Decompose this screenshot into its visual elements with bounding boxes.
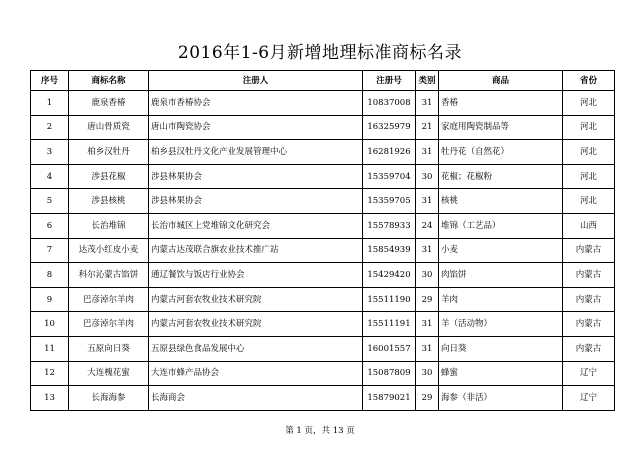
province-cell: 辽宁	[563, 361, 615, 386]
table-row	[31, 164, 615, 189]
class-cell: 31	[416, 238, 439, 263]
registrant-cell: 内蒙古河套农牧业技术研究院	[149, 312, 363, 337]
goods-cell: 羊肉	[439, 287, 563, 312]
row-index-cell: 9	[31, 287, 69, 312]
registrant-cell: 唐山市陶瓷协会	[149, 115, 363, 140]
trademark-name-cell: 大连槐花蜜	[69, 361, 149, 386]
page-footer: 第 1 页，共 13 页	[285, 426, 355, 436]
goods-cell: 核桃	[439, 189, 563, 214]
table-row	[31, 115, 615, 140]
province-cell: 山西	[563, 213, 615, 238]
goods-cell: 羊（活动物）	[439, 312, 563, 337]
trademark-name-cell: 长海海参	[69, 386, 149, 411]
province-cell: 内蒙古	[563, 287, 615, 312]
province-cell: 河北	[563, 164, 615, 189]
goods-cell: 海参（非活）	[439, 386, 563, 411]
reg-number-cell: 15578933	[363, 213, 416, 238]
reg-number-cell: 15511191	[363, 312, 416, 337]
reg-number-cell: 16281926	[363, 140, 416, 165]
row-index-cell: 13	[31, 386, 69, 411]
row-index-cell: 3	[31, 140, 69, 165]
reg-number-cell: 15429420	[363, 263, 416, 288]
row-index-cell: 2	[31, 115, 69, 140]
province-cell: 内蒙古	[563, 263, 615, 288]
page-title: 2016年1-6月新增地理标准商标名录	[177, 43, 463, 63]
goods-cell: 花椒；花椒粉	[439, 164, 563, 189]
table-row	[31, 287, 615, 312]
registrant-cell: 通辽餐饮与饭店行业协会	[149, 263, 363, 288]
province-cell: 河北	[563, 91, 615, 116]
province-cell: 内蒙古	[563, 312, 615, 337]
registrant-cell: 大连市蜂产品协会	[149, 361, 363, 386]
class-cell: 31	[416, 336, 439, 361]
row-index-cell: 11	[31, 336, 69, 361]
reg-number-cell: 16325979	[363, 115, 416, 140]
table-row	[31, 140, 615, 165]
trademark-name-cell: 巴彦淖尔羊肉	[69, 312, 149, 337]
goods-cell: 蜂蜜	[439, 361, 563, 386]
registrant-cell: 内蒙古河套农牧业技术研究院	[149, 287, 363, 312]
province-cell: 河北	[563, 189, 615, 214]
trademark-name-cell: 涉县花椒	[69, 164, 149, 189]
trademark-name-cell: 科尔沁蒙古馅饼	[69, 263, 149, 288]
row-index-cell: 5	[31, 189, 69, 214]
goods-cell: 香椿	[439, 91, 563, 116]
trademark-name-cell: 达茂小红皮小麦	[69, 238, 149, 263]
row-index-cell: 8	[31, 263, 69, 288]
table-header-row	[31, 71, 615, 91]
trademark-name-cell: 长治堆锦	[69, 213, 149, 238]
col-reg-number-header: 注册号	[363, 71, 416, 91]
trademark-name-cell: 唐山骨质瓷	[69, 115, 149, 140]
registrant-cell: 长治市城区上党堆锦文化研究会	[149, 213, 363, 238]
table-row	[31, 386, 615, 411]
class-cell: 29	[416, 386, 439, 411]
goods-cell: 堆锦（工艺品）	[439, 213, 563, 238]
province-cell: 内蒙古	[563, 238, 615, 263]
province-cell: 河北	[563, 115, 615, 140]
reg-number-cell: 15359704	[363, 164, 416, 189]
trademark-table	[30, 70, 615, 411]
trademark-name-cell: 涉县核桃	[69, 189, 149, 214]
reg-number-cell: 15854939	[363, 238, 416, 263]
class-cell: 31	[416, 140, 439, 165]
registrant-cell: 内蒙古达茂联合旗农业技术推广站	[149, 238, 363, 263]
class-cell: 30	[416, 263, 439, 288]
col-goods-header: 商品	[439, 71, 563, 91]
reg-number-cell: 15511190	[363, 287, 416, 312]
registrant-cell: 涉县林果协会	[149, 189, 363, 214]
goods-cell: 小麦	[439, 238, 563, 263]
row-index-cell: 4	[31, 164, 69, 189]
row-index-cell: 7	[31, 238, 69, 263]
goods-cell: 家庭用陶瓷制品等	[439, 115, 563, 140]
table-row	[31, 312, 615, 337]
table-body	[31, 91, 615, 411]
goods-cell: 向日葵	[439, 336, 563, 361]
class-cell: 24	[416, 213, 439, 238]
reg-number-cell: 15087809	[363, 361, 416, 386]
row-index-cell: 6	[31, 213, 69, 238]
trademark-name-cell: 巴彦淖尔羊肉	[69, 287, 149, 312]
trademark-name-cell: 鹿泉香椿	[69, 91, 149, 116]
col-class-header: 类别	[416, 71, 439, 91]
table-row	[31, 189, 615, 214]
province-cell: 辽宁	[563, 386, 615, 411]
registrant-cell: 柏乡县汉牡丹文化产业发展管理中心	[149, 140, 363, 165]
registrant-cell: 涉县林果协会	[149, 164, 363, 189]
registrant-cell: 五原县绿色食品发展中心	[149, 336, 363, 361]
trademark-name-cell: 柏乡汉牡丹	[69, 140, 149, 165]
class-cell: 21	[416, 115, 439, 140]
col-trademark-name-header: 商标名称	[69, 71, 149, 91]
goods-cell: 牡丹花（自然花）	[439, 140, 563, 165]
province-cell: 河北	[563, 140, 615, 165]
table-row	[31, 336, 615, 361]
class-cell: 31	[416, 91, 439, 116]
class-cell: 31	[416, 312, 439, 337]
table-row	[31, 213, 615, 238]
province-cell: 内蒙古	[563, 336, 615, 361]
col-index-header: 序号	[31, 71, 69, 91]
reg-number-cell: 15359705	[363, 189, 416, 214]
reg-number-cell: 16001557	[363, 336, 416, 361]
class-cell: 30	[416, 164, 439, 189]
class-cell: 30	[416, 361, 439, 386]
reg-number-cell: 15879021	[363, 386, 416, 411]
goods-cell: 肉馅饼	[439, 263, 563, 288]
class-cell: 29	[416, 287, 439, 312]
table-row	[31, 238, 615, 263]
table-row	[31, 263, 615, 288]
trademark-name-cell: 五原向日葵	[69, 336, 149, 361]
col-registrant-header: 注册人	[149, 71, 363, 91]
registrant-cell: 鹿泉市香椿协会	[149, 91, 363, 116]
table-row	[31, 91, 615, 116]
class-cell: 31	[416, 189, 439, 214]
reg-number-cell: 10837008	[363, 91, 416, 116]
col-province-header: 省份	[563, 71, 615, 91]
row-index-cell: 10	[31, 312, 69, 337]
table-row	[31, 361, 615, 386]
row-index-cell: 12	[31, 361, 69, 386]
row-index-cell: 1	[31, 91, 69, 116]
registrant-cell: 长海商会	[149, 386, 363, 411]
